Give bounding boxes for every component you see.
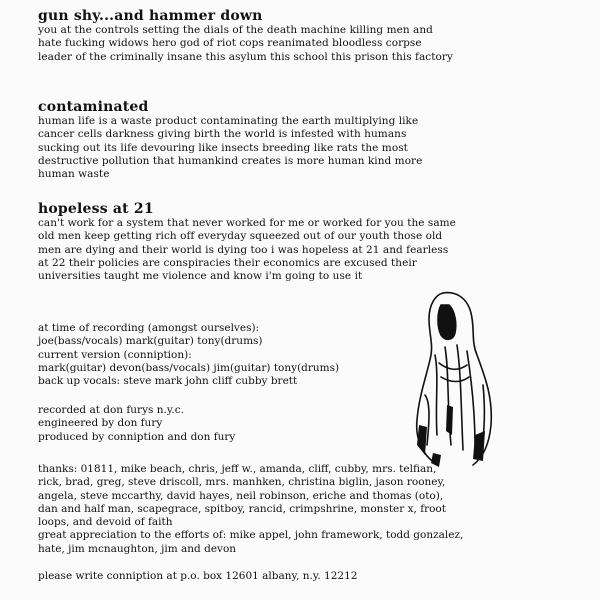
lyric-line: old men keep getting rich off everyday squeezed out of our youth those old xyxy=(38,230,443,243)
contact-address xyxy=(38,570,498,583)
song-contaminated xyxy=(38,99,568,181)
lyrics xyxy=(38,217,568,283)
credits-studio xyxy=(38,404,498,444)
lyric-line: human waste xyxy=(38,168,110,181)
credit-line: great appreciation to the efforts of: mike appel, john framework, todd gonzalez, xyxy=(38,529,464,542)
credit-line: hate, jim mcnaughton, jim and devon xyxy=(38,542,237,555)
song-gun-shy xyxy=(38,8,568,64)
song-title: gun shy...and hammer down xyxy=(38,8,263,24)
credits-lineup xyxy=(38,322,498,388)
lyrics xyxy=(38,115,568,181)
lyric-line: destructive pollution that humankind creates is more human kind more xyxy=(38,154,423,167)
song-title: contaminated xyxy=(38,99,149,115)
credit-line: loops, and devoid of faith xyxy=(38,516,173,529)
lyric-line: hate fucking widows hero god of riot cops reanimated bloodless corpse xyxy=(38,37,422,50)
credit-line: angela, steve mccarthy, david hayes, neil robinson, eriche and thomas (oto), xyxy=(38,489,444,502)
credit-line: current version (conniption): xyxy=(38,348,192,361)
lyric-line: can't work for a system that never worked for me or worked for you the same xyxy=(38,217,456,229)
song-title: hopeless at 21 xyxy=(38,201,154,217)
credit-line: recorded at don furys n.y.c. xyxy=(38,404,184,416)
lyrics xyxy=(38,24,568,64)
lyric-line: men are dying and their world is dying too i was hopeless at 21 and fearless xyxy=(38,243,449,256)
lyric-line: human life is a waste product contaminating the earth multiplying like xyxy=(38,115,419,127)
credit-line: engineered by don fury xyxy=(38,417,163,430)
credit-line: produced by conniption and don fury xyxy=(38,430,236,443)
song-hopeless-at-21 xyxy=(38,201,568,283)
credit-line: joe(bass/vocals) mark(guitar) tony(drums) xyxy=(38,335,263,348)
credit-line: thanks: 01811, mike beach, chris, jeff w., amanda, cliff, cubby, mrs. telfian, xyxy=(38,463,437,475)
credit-line: back up vocals: steve mark john cliff cubby brett xyxy=(38,375,298,388)
lyric-line: cancer cells darkness giving birth the world is infested with humans xyxy=(38,128,407,141)
lyric-line: leader of the criminally insane this asylum this school this prison this factory xyxy=(38,50,453,63)
lyric-line: universities taught me violence and know i'm going to use it xyxy=(38,270,363,283)
address-line: please write conniption at p.o. box 12601 albany, n.y. 12212 xyxy=(38,570,358,582)
credit-line: dan and half man, scapegrace, spitboy, rancid, crimpshrine, monster x, froot xyxy=(38,502,446,515)
lyric-line: you at the controls setting the dials of the death machine killing men and xyxy=(38,24,433,36)
credit-line: rick, brad, greg, steve driscoll, mrs. manhken, christina biglin, jason rooney, xyxy=(38,476,446,489)
credit-line: at time of recording (amongst ourselves): xyxy=(38,322,260,334)
lyric-line: at 22 their policies are conspiracies their economics are excused their xyxy=(38,256,417,269)
lyric-line: sucking out its life devouring like insects breeding like rats the most xyxy=(38,141,408,154)
credits-thanks xyxy=(38,463,498,556)
credit-line: mark(guitar) devon(bass/vocals) jim(guitar) tony(drums) xyxy=(38,361,340,374)
